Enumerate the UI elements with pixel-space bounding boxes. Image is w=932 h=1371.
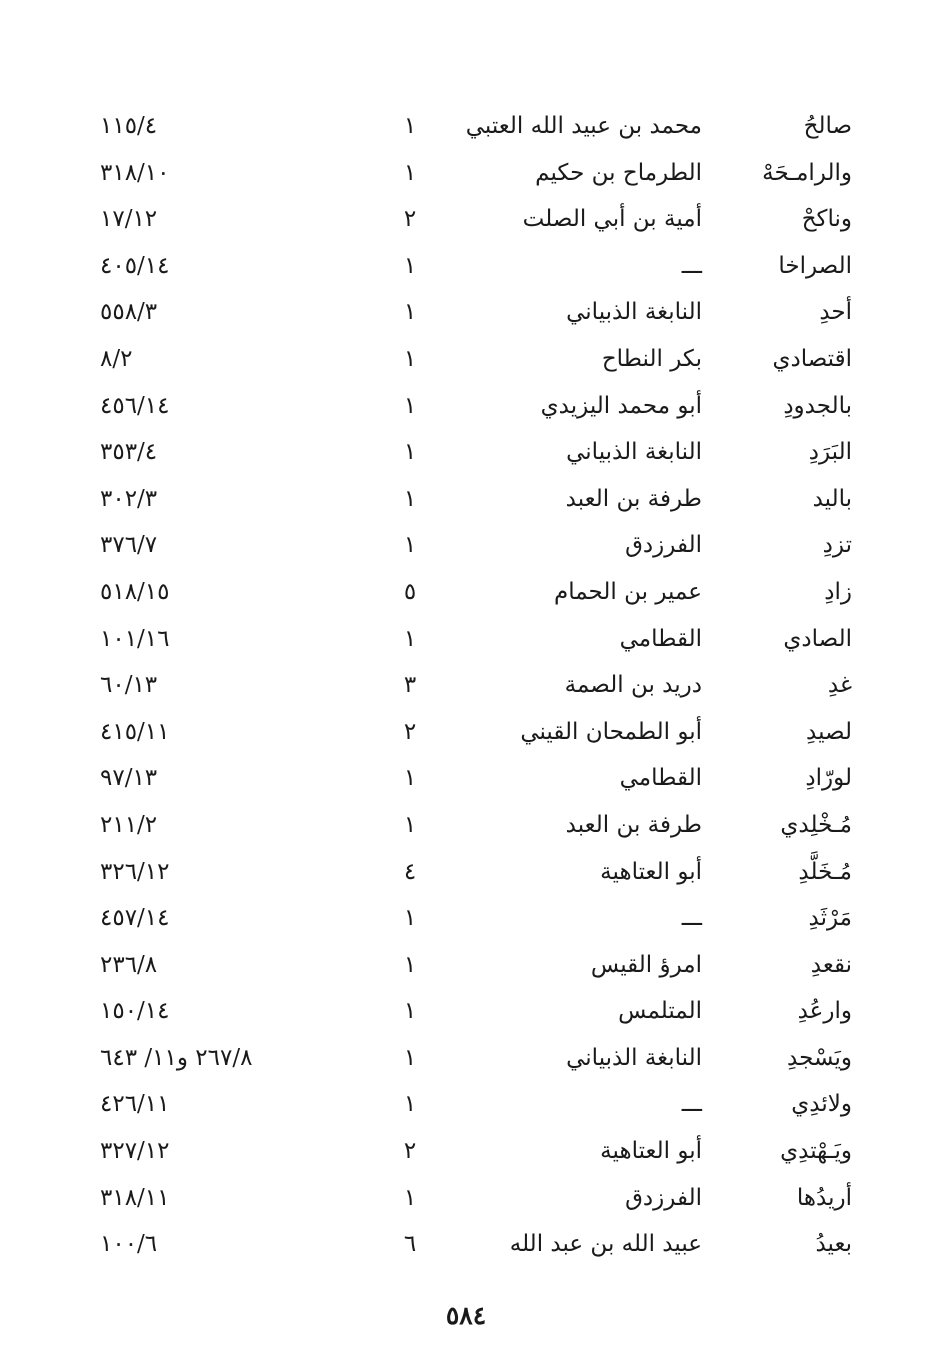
volume-page-ref: ٤٠٥/١٤ — [100, 252, 170, 279]
volume-page-ref: ١٠١/١٦ — [100, 625, 170, 652]
rhyme-word: بعيدُ — [815, 1231, 852, 1258]
index-row — [0, 196, 932, 243]
index-row — [0, 709, 932, 756]
rhyme-word: ويَـهْتدِي — [780, 1138, 852, 1165]
verse-count: ١ — [403, 345, 417, 372]
rhyme-word: زادِ — [824, 578, 852, 605]
poet-name: القطامي — [619, 625, 702, 652]
rhyme-word: باليد — [812, 485, 852, 512]
volume-page-ref: ٣٧٦/٧ — [100, 532, 158, 559]
poet-name: الطرماح بن حكيم — [535, 159, 702, 186]
verse-count: ٢ — [403, 718, 417, 745]
poet-name: دريد بن الصمة — [564, 672, 702, 699]
volume-page-ref: ٣١٨/١١ — [100, 1184, 170, 1211]
verse-count: ٥ — [403, 578, 417, 605]
verse-count: ٤ — [403, 858, 417, 885]
volume-page-ref: ٢٦٧/٨ و١١/ ٦٤٣ — [100, 1044, 253, 1071]
poet-name: النابغة الذبياني — [566, 1044, 702, 1071]
rhyme-word: بالجدودِ — [783, 392, 852, 419]
volume-page-ref: ٩٧/١٣ — [100, 765, 158, 792]
volume-page-ref: ٣٠٢/٣ — [100, 485, 158, 512]
volume-page-ref: ١٥٠/١٤ — [100, 998, 170, 1025]
verse-count: ٢ — [403, 1138, 417, 1165]
volume-page-ref: ٥٥٨/٣ — [100, 299, 158, 326]
volume-page-ref: ٥١٨/١٥ — [100, 578, 170, 605]
poet-name: أبو الطمحان القيني — [520, 718, 702, 745]
volume-page-ref: ٣٥٣/٤ — [100, 439, 158, 466]
index-row — [0, 1081, 932, 1128]
volume-page-ref: ١١٥/٤ — [100, 113, 158, 139]
rhyme-word: أريدُها — [796, 1184, 852, 1211]
poet-name: بكر النطاح — [601, 345, 702, 372]
poet-name: النابغة الذبياني — [566, 439, 702, 466]
rhyme-word: نقعدِ — [810, 951, 852, 978]
poet-name: أبو العتاهية — [600, 858, 702, 885]
poet-name: أبو العتاهية — [600, 1138, 702, 1165]
volume-page-ref: ١٧/١٢ — [100, 206, 158, 233]
verse-count: ٦ — [403, 1231, 417, 1258]
verse-index-table — [0, 103, 932, 1268]
index-row — [0, 243, 932, 290]
poet-name: عمير بن الحمام — [554, 578, 702, 605]
verse-count: ٢ — [403, 206, 417, 233]
index-row — [0, 1128, 932, 1175]
verse-count: ١ — [403, 159, 417, 186]
rhyme-word: مُـخْلِدي — [780, 811, 852, 838]
volume-page-ref: ٤٥٦/١٤ — [100, 392, 170, 419]
index-row — [0, 289, 932, 336]
rhyme-word: غدِ — [827, 672, 852, 699]
verse-count: ١ — [403, 811, 417, 838]
index-row — [0, 849, 932, 896]
index-row — [0, 802, 932, 849]
index-row — [0, 336, 932, 383]
index-row — [0, 103, 932, 150]
rhyme-word: والرامـحَهْ — [762, 159, 852, 186]
index-row — [0, 150, 932, 197]
index-row — [0, 662, 932, 709]
volume-page-ref: ٣٢٦/١٢ — [100, 858, 170, 885]
index-row — [0, 569, 932, 616]
verse-count: ١ — [403, 113, 417, 139]
poet-name: أبو محمد اليزيدي — [540, 392, 702, 419]
volume-page-ref: ٤٢٦/١١ — [100, 1091, 170, 1118]
rhyme-word: صالحُ — [803, 113, 852, 139]
index-row — [0, 895, 932, 942]
index-row — [0, 429, 932, 476]
verse-count: ١ — [403, 485, 417, 512]
verse-count: ١ — [403, 951, 417, 978]
poet-name: عبيد الله بن عبد الله — [509, 1231, 702, 1258]
verse-count: ١ — [403, 1091, 417, 1118]
rhyme-word: ولائدِي — [791, 1091, 852, 1118]
rhyme-word: وناكحْ — [801, 206, 852, 233]
rhyme-word: تزدِ — [822, 532, 852, 559]
poet-name: ـــ — [681, 905, 702, 932]
page-number: ٥٨٤ — [445, 1301, 487, 1330]
poet-name: الفرزدق — [625, 532, 702, 559]
poet-name: أمية بن أبي الصلت — [522, 206, 702, 233]
poet-name: محمد بن عبيد الله العتبي — [465, 113, 702, 139]
volume-page-ref: ٨/٢ — [100, 345, 133, 372]
verse-count: ١ — [403, 1184, 417, 1211]
index-row — [0, 476, 932, 523]
volume-page-ref: ٣١٨/١٠ — [100, 159, 170, 186]
verse-count: ١ — [403, 765, 417, 792]
verse-count: ١ — [403, 299, 417, 326]
rhyme-word: أحدِ — [819, 299, 852, 326]
poet-name: الفرزدق — [625, 1184, 702, 1211]
index-row — [0, 522, 932, 569]
verse-count: ٣ — [403, 672, 417, 699]
volume-page-ref: ٣٢٧/١٢ — [100, 1138, 170, 1165]
rhyme-word: مَرْثَدِ — [808, 905, 852, 932]
poet-name: طرفة بن العبد — [565, 485, 702, 512]
poet-name: ـــ — [681, 1091, 702, 1118]
poet-name: المتلمس — [618, 998, 702, 1025]
index-row — [0, 755, 932, 802]
volume-page-ref: ٢١١/٢ — [100, 811, 158, 838]
rhyme-word: الصراخا — [778, 252, 852, 279]
poet-name: امرؤ القيس — [590, 951, 702, 978]
rhyme-word: وارعُدِ — [797, 998, 852, 1025]
rhyme-word: مُـخَلَّدِ — [798, 858, 852, 885]
verse-count: ١ — [403, 392, 417, 419]
rhyme-word: البَرَدِ — [808, 439, 852, 466]
index-row — [0, 1035, 932, 1082]
rhyme-word: الصادي — [783, 625, 852, 652]
volume-page-ref: ٢٣٦/٨ — [100, 951, 158, 978]
poet-name: ـــ — [681, 252, 702, 279]
index-row — [0, 616, 932, 663]
index-row — [0, 1221, 932, 1268]
index-row — [0, 383, 932, 430]
index-row — [0, 942, 932, 989]
verse-count: ١ — [403, 998, 417, 1025]
volume-page-ref: ٤٥٧/١٤ — [100, 905, 170, 932]
rhyme-word: اقتصادي — [772, 345, 852, 372]
verse-count: ١ — [403, 532, 417, 559]
verse-count: ١ — [403, 625, 417, 652]
index-row — [0, 1175, 932, 1222]
volume-page-ref: ١٠٠/٦ — [100, 1231, 158, 1258]
index-row — [0, 988, 932, 1035]
poet-name: طرفة بن العبد — [565, 811, 702, 838]
volume-page-ref: ٤١٥/١١ — [100, 718, 170, 745]
poet-name: القطامي — [619, 765, 702, 792]
rhyme-word: ويَسْجدِ — [787, 1044, 852, 1071]
poet-name: النابغة الذبياني — [566, 299, 702, 326]
verse-count: ١ — [403, 439, 417, 466]
verse-count: ١ — [403, 252, 417, 279]
verse-count: ١ — [403, 1044, 417, 1071]
verse-count: ١ — [403, 905, 417, 932]
rhyme-word: لصيدِ — [806, 718, 852, 745]
rhyme-word: لورّادِ — [805, 765, 852, 792]
volume-page-ref: ٦٠/١٣ — [100, 672, 158, 699]
